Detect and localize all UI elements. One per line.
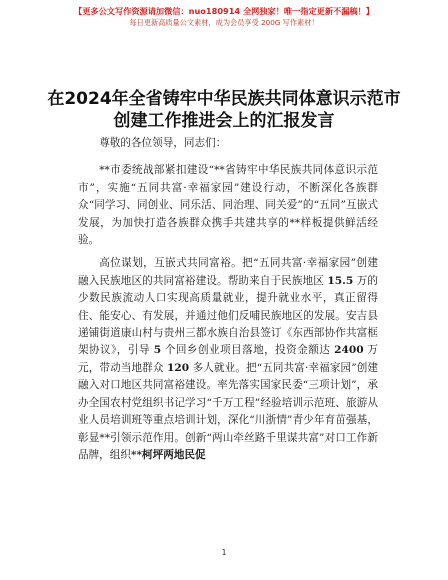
paragraph-2-figure-1: 15.5 bbox=[327, 274, 354, 287]
paragraph-2-text-f: 多人就业。把“五同共富·幸福家园”创建融入对口地区共同富裕建设。率先落实国家民委“三项计划”，承办全国农村党组织书记学习“千万工程”经验培训示范班、旅游从业人员培训班等重点培训计划，深化“川浙情”青少年育苗强基，彰显**引领示范作用。创新“两山牵丝路千里谋共富”对口工作新品牌，组织 bbox=[78, 361, 378, 461]
salutation: 尊敬的各位领导，同志们： bbox=[99, 137, 227, 149]
paragraph-2-text-a: 高位谋划，互嵌式共同富裕。把“五同共富·幸福家园”创建融入民族地区的共同富裕建设。帮助来自于民族地区 bbox=[78, 257, 378, 287]
paragraph-2-figure-2: 5 bbox=[153, 344, 162, 357]
promo-banner bbox=[0, 5, 448, 28]
paragraph-2-text-d: 个回乡创业项目落地，投资金额达 bbox=[161, 344, 335, 357]
page-number: 1 bbox=[221, 548, 227, 557]
promo-banner-line-1: 【更多公文写作资源请加微信：nuo180914 全网独家！唯一指定更新不漏稿！】 bbox=[74, 6, 374, 16]
document-title-line-2: 创建工作推进会上的汇报发言 bbox=[113, 111, 335, 131]
paragraph-2-text-e: 万元，带动当地群众 bbox=[78, 344, 379, 374]
document-title-line-1: 在2024年全省铸牢中华民族共同体意识示范市 bbox=[47, 89, 401, 109]
paragraph-2-figure-4: 120 bbox=[166, 361, 190, 374]
document-title bbox=[0, 88, 448, 132]
body-paragraph-2 bbox=[78, 255, 378, 464]
paragraph-2-text-c: 万的少数民族流动人口实现高质量就业，提升就业水平，真正留得住、能安心、有发展，并通过他们反哺民族地区的发展。安吉县递铺街道康山村与贵州三都水族自治县签订《东西部协作共富框架协议》，引导 bbox=[78, 274, 378, 357]
paragraph-2-bold-tail: **柯坪两地民促 bbox=[130, 448, 206, 461]
body-paragraph-1 bbox=[78, 162, 378, 249]
document-body bbox=[78, 135, 378, 464]
promo-banner-line-2: 每日更新高质量公文素材，成为会员享受 200G 写作素材！ bbox=[129, 18, 319, 27]
paragraph-1-text: **市委统战部紧扣建设“**省铸牢中华民族共同体意识示范市”，实施“五同共富·幸福家园”建设行动，不断深化各族群众“同学习、同创业、同乐活、同治理、同关爱”的“五同”互嵌式发展，为加快打造各族群众携手共建共享的**样板提供鲜活经验。 bbox=[78, 164, 378, 247]
paragraph-2-figure-3: 2400 bbox=[334, 344, 364, 357]
